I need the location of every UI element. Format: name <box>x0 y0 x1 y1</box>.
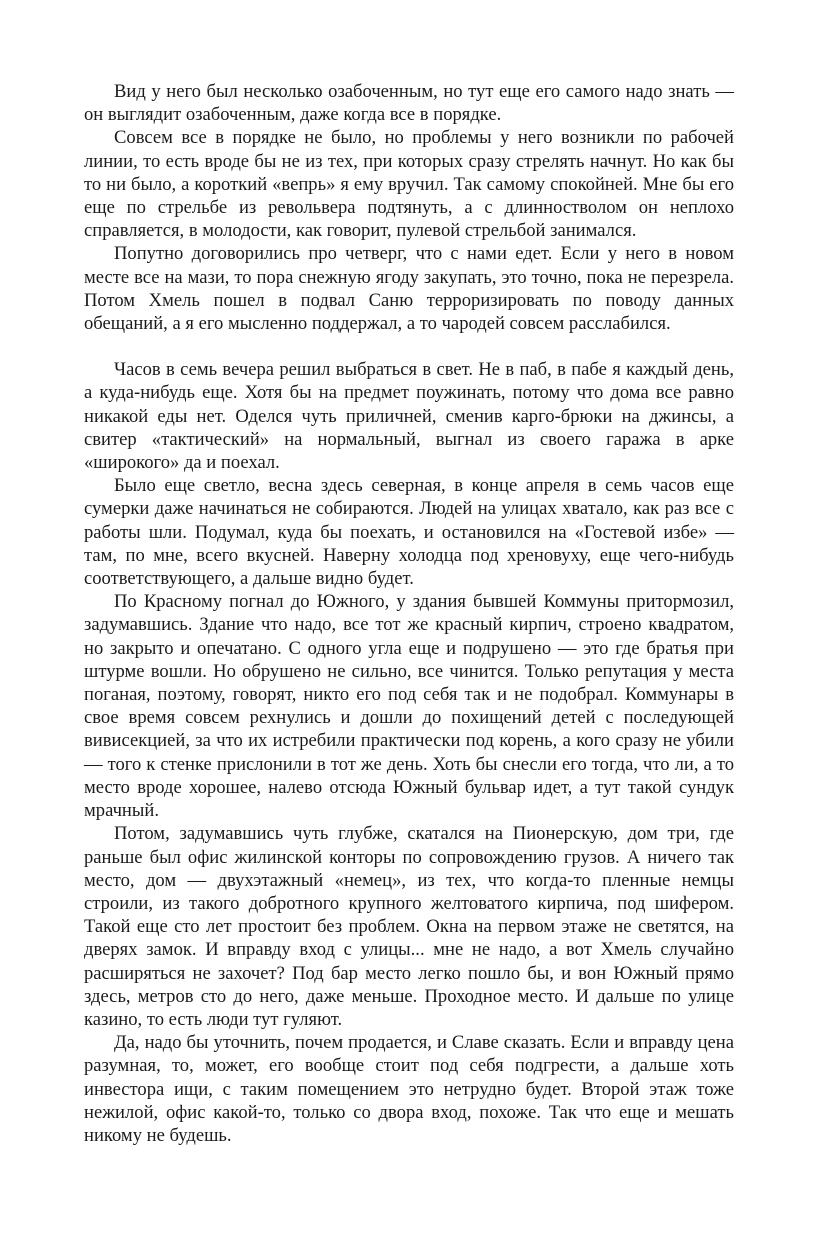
paragraph: Часов в семь вечера решил выбраться в свет. Не в паб, в пабе я каждый день, а куда-нибудь еще. Хотя бы на предмет поужинать, потому что дома все равно никакой еды нет. Оделся чуть приличней, сменив карго-брюки на джинсы, а свитер «тактический» на нормальный, выгнал из своего гаража в арке «широкого» да и поехал. <box>84 359 734 474</box>
paragraph: Потом, задумавшись чуть глубже, скатался на Пионерскую, дом три, где раньше был офис жилинской конторы по сопровождению грузов. А ничего так место, дом — двухэтажный «немец», из тех, что когда-то пленные немцы строили, из такого добротного крупного желтоватого кирпича, под шифером. Такой еще сто лет простоит без проблем. Окна на первом этаже не светятся, на дверях замок. И вправду вход с улицы... мне не надо, а вот Хмель случайно расширяться не захочет? Под бар место легко пошло бы, и вон Южный прямо здесь, метров сто до него, даже меньше. Проходное место. И дальше по улице казино, то есть люди тут гуляют. <box>84 823 734 1030</box>
paragraph: Да, надо бы уточнить, почем продается, и Славе сказать. Если и вправду цена разумная, то, может, его вообще стоит под себя подгрести, а дальше хоть инвестора ищи, с таким помещением это нетрудно будет. Второй этаж тоже нежилой, офис какой-то, только со двора вход, похоже. Так что еще и мешать никому не будешь. <box>84 1032 734 1146</box>
paragraph: Попутно договорились про четверг, что с нами едет. Если у него в новом месте все на мази, то пора снежную ягоду закупать, это точно, пока не перезрела. Потом Хмель пошел в подвал Саню терроризировать по поводу данных обещаний, а я его мысленно поддержал, а то чародей совсем расслабился. <box>84 243 734 335</box>
book-page <box>84 80 734 1147</box>
paragraph: Вид у него был несколько озабоченным, но тут еще его самого надо знать — он выглядит озабоченным, даже когда все в порядке. <box>84 81 734 126</box>
section-break <box>84 335 734 358</box>
paragraph: Было еще светло, весна здесь северная, в конце апреля в семь часов еще сумерки даже начинаться не собираются. Людей на улицах хватало, как раз все с работы шли. Подумал, куда бы поехать, и остановился на «Гостевой избе» — там, по мне, всего вкусней. Наверну холодца под хреновуху, еще чего-нибудь соответствующего, а дальше видно будет. <box>84 475 734 590</box>
paragraph: По Красному погнал до Южного, у здания бывшей Коммуны притормозил, задумавшись. Здание что надо, все тот же красный кирпич, строено квадратом, но закрыто и опечатано. С одного угла еще и подрушено — это где братья при штурме вошли. Но обрушено не сильно, все чинится. Только репутация у места поганая, поэтому, говорят, никто его под себя так и не подобрал. Коммунары в свое время совсем рехнулись и дошли до похищений детей с последующей вивисекцией, за что их истребили практически под корень, а кого сразу не убили — того к стенке прислонили в тот же день. Хоть бы снесли его тогда, что ли, а то место вроде хорошее, налево отсюда Южный бульвар идет, а тут такой сундук мрачный. <box>84 591 734 822</box>
paragraph: Совсем все в порядке не было, но проблемы у него возникли по рабочей линии, то есть вроде бы не из тех, при которых сразу стрелять начнут. Но как бы то ни было, а короткий «вепрь» я ему вручил. Так самому спокойней. Мне бы его еще по стрельбе из револьвера подтянуть, а с длинностволом он неплохо справляется, в молодости, как говорит, пулевой стрельбой занимался. <box>84 127 734 242</box>
